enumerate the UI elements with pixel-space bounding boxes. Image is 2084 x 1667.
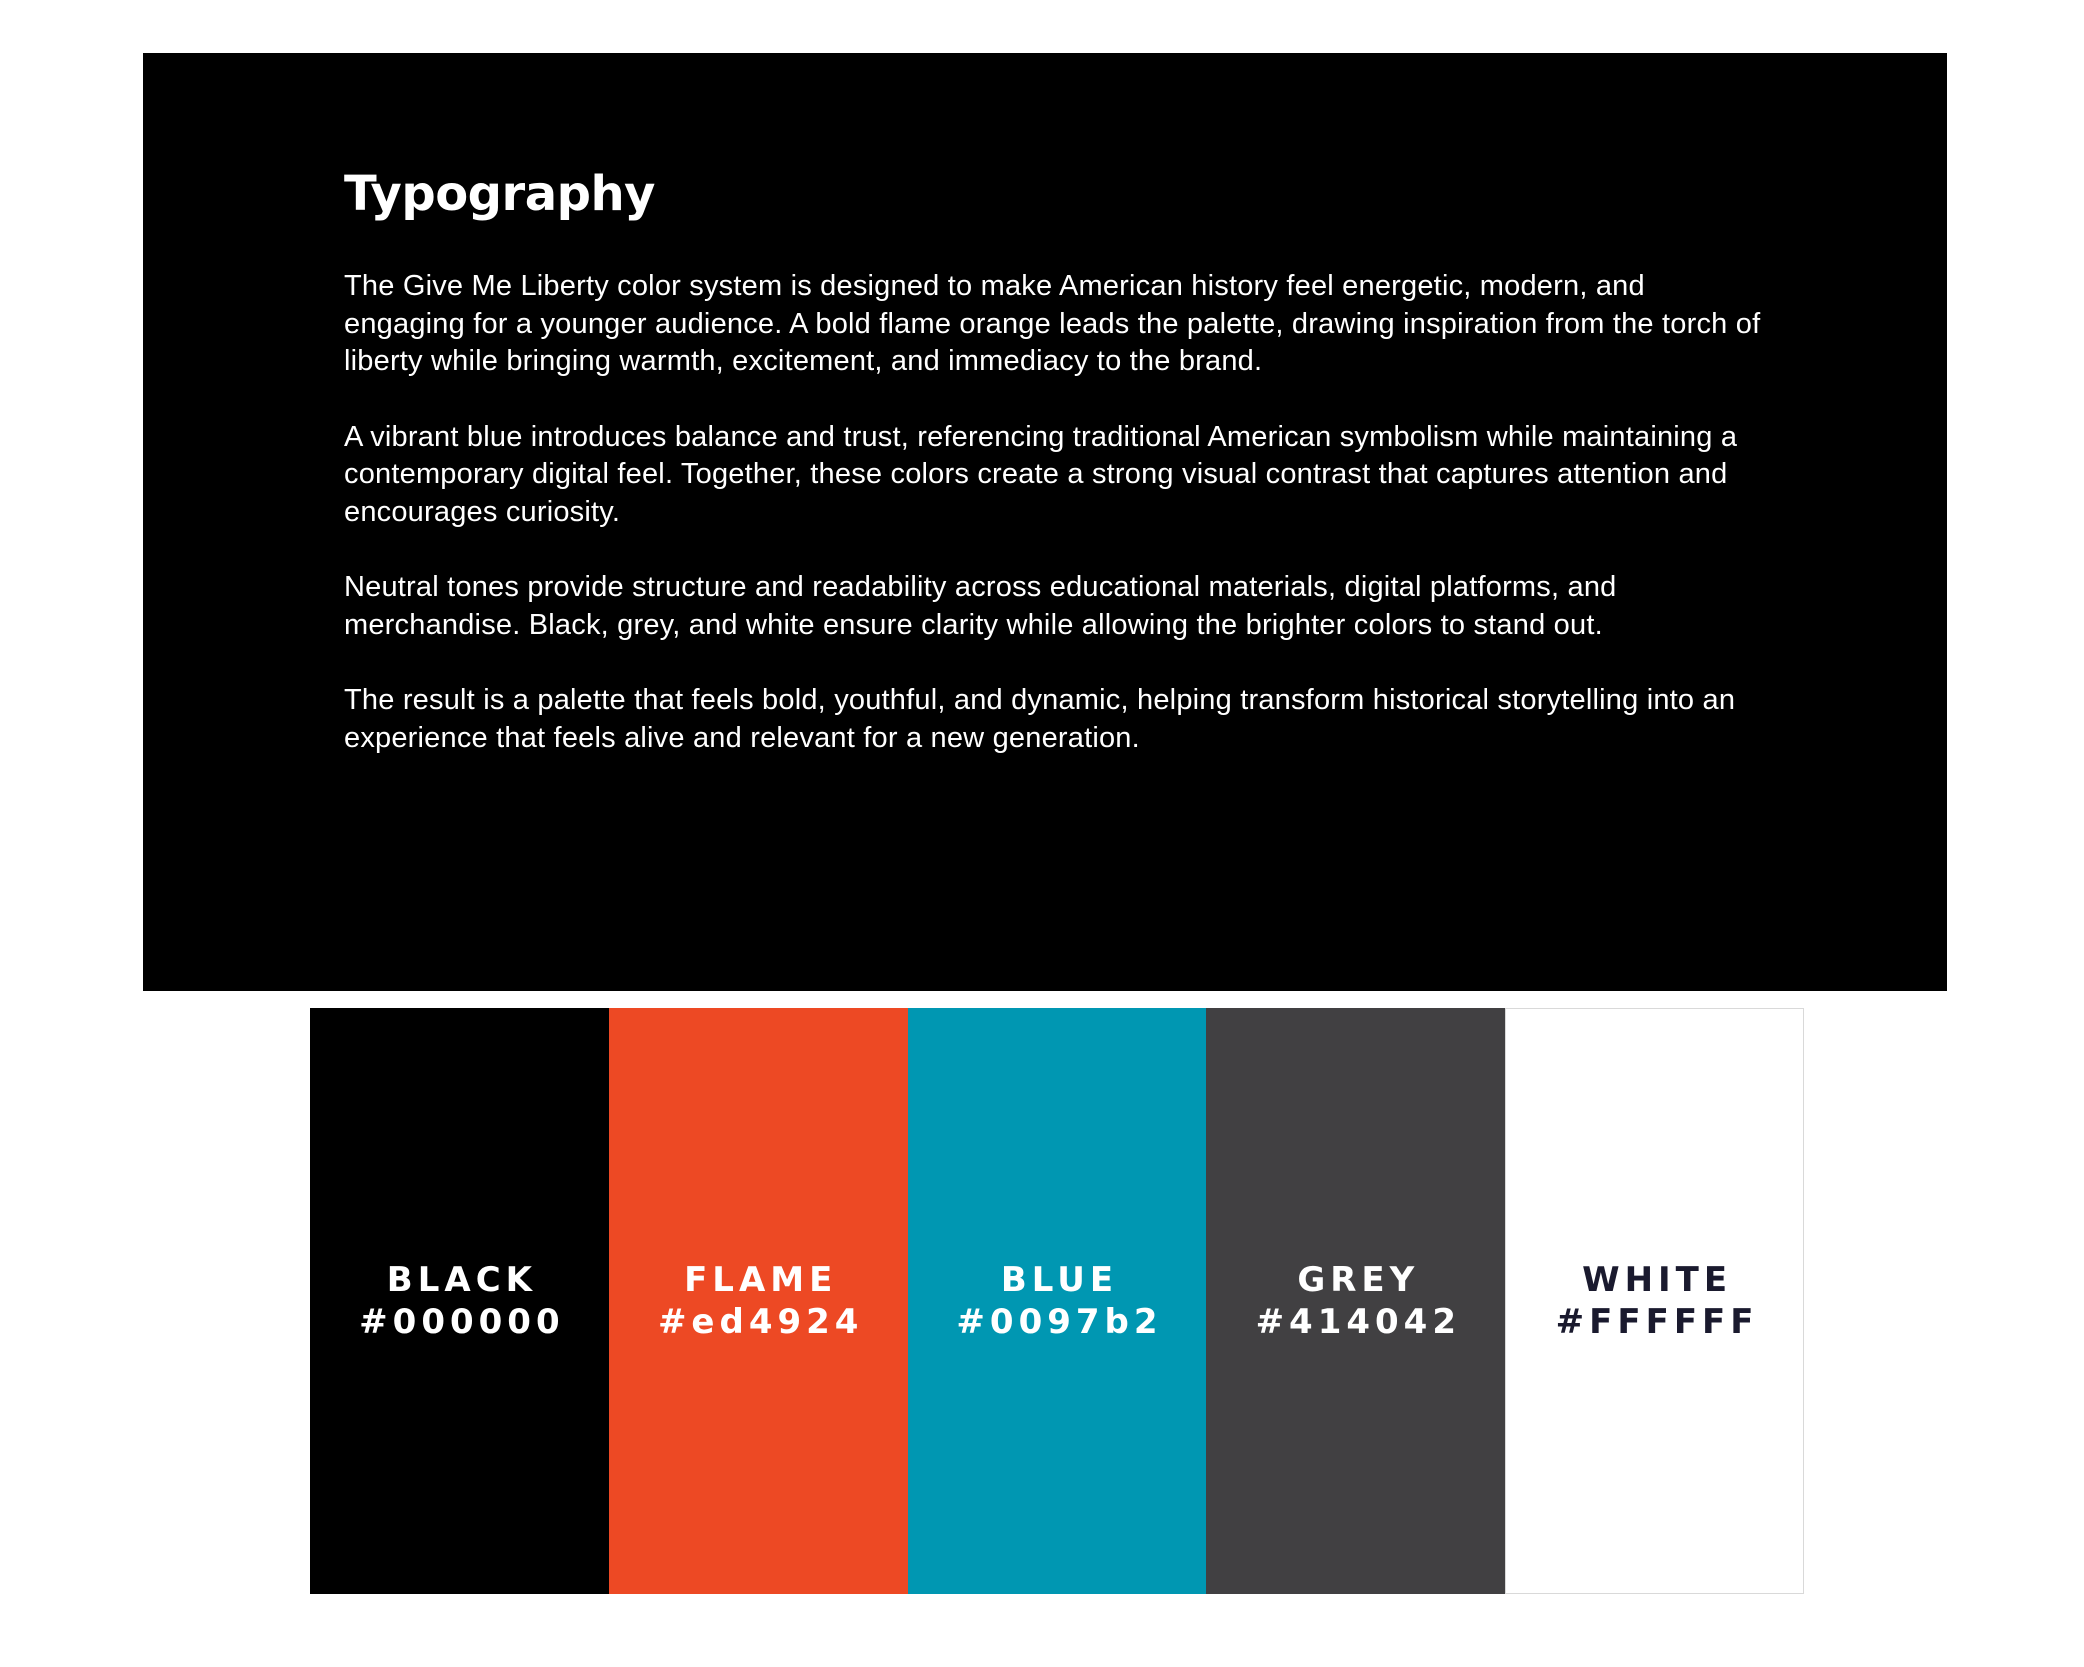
swatch-blue [908, 1008, 1207, 1594]
page-title: Typography [344, 166, 655, 222]
paragraph-blue: A vibrant blue introduces balance and trust, referencing traditional American symbolism while maintaining a contemporary digital feel. Together, these colors create a strong visual contrast that captures attention and encourages curiosity. [344, 420, 1738, 528]
swatch-name: FLAME [684, 1260, 838, 1300]
paragraph-intro: The Give Me Liberty color system is designed to make American history feel energetic, modern, and engaging for a younger audience. A bold flame orange leads the palette, drawing inspiration from the torch of liberty while bringing warmth, excitement, and immediacy to the brand. [344, 270, 1761, 377]
swatch-name: GREY [1297, 1260, 1420, 1300]
typography-panel [143, 53, 1947, 991]
swatch-hex: #000000 [359, 1302, 565, 1342]
swatch-hex: #ed4924 [657, 1302, 864, 1342]
swatch-black [310, 1008, 609, 1594]
swatch-name: BLACK [386, 1260, 537, 1300]
swatch-hex: #414042 [1255, 1302, 1461, 1342]
swatch-grey [1206, 1008, 1505, 1594]
swatch-name: WHITE [1582, 1260, 1733, 1300]
swatch-name: BLUE [1000, 1260, 1119, 1300]
swatch-hex: #0097b2 [956, 1302, 1163, 1342]
swatch-flame [609, 1008, 908, 1594]
color-palette [310, 1008, 1804, 1594]
paragraph-result: The result is a palette that feels bold, youthful, and dynamic, helping transform historical storytelling into an experience that feels alive and relevant for a new generation. [344, 684, 1736, 754]
typography-content [344, 164, 1764, 757]
swatch-hex: #FFFFFF [1555, 1302, 1759, 1342]
paragraph-neutral: Neutral tones provide structure and readability across educational materials, digital platforms, and merchandise. Black, grey, and white ensure clarity while allowing the brighter colors to stand out. [344, 571, 1617, 641]
swatch-white [1505, 1008, 1804, 1594]
